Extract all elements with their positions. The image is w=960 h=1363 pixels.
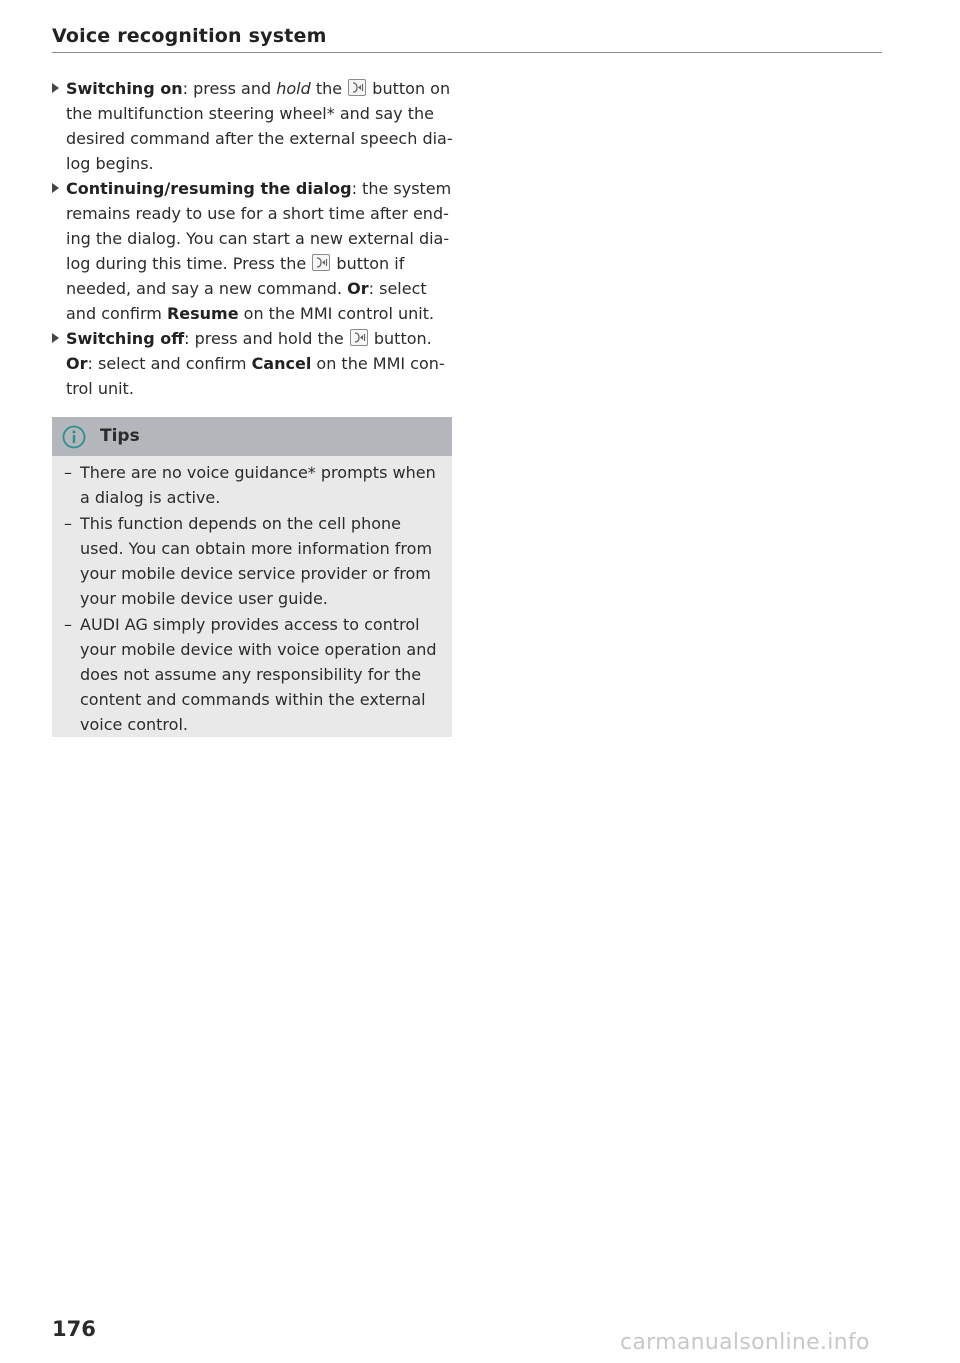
step-label: Continuing/resuming the dialog xyxy=(66,179,352,198)
voice-command-button-icon xyxy=(350,329,368,346)
bullet-triangle-icon xyxy=(52,83,59,93)
step-label: Switching on xyxy=(66,79,183,98)
page-number: 176 xyxy=(52,1317,96,1341)
tips-box xyxy=(52,417,452,737)
switching-on-step: Switching on: press and hold the button on the multifunction steering wheel* and say the desired command after the external speech dia- log begins. xyxy=(52,76,452,176)
watermark: carmanualsonline.info xyxy=(620,1330,870,1355)
info-circle-icon xyxy=(62,425,86,449)
tip-item: – There are no voice guidance* prompts when a dialog is active. xyxy=(64,463,436,507)
voice-command-button-icon xyxy=(312,254,330,271)
tips-header xyxy=(52,417,452,456)
tip-item: – AUDI AG simply provides access to control your mobile device with voice operation and does not assume any responsibility for the content and commands within the external voice control. xyxy=(64,615,437,734)
switching-off-step: Switching off: press and hold the button. Or: select and confirm Cancel on the MMI con- trol unit. xyxy=(52,326,452,401)
tip-item: – This function depends on the cell phone used. You can obtain more information from your mobile device service provider or from your mobile device user guide. xyxy=(64,514,433,608)
page-header xyxy=(52,24,882,53)
bullet-triangle-icon xyxy=(52,183,59,193)
continuing-step: Continuing/resuming the dialog: the system remains ready to use for a short time after end- ing the dialog. You can start a new external dia- log during this time. Press the button if needed, and say a new command. Or: select and confirm Resume on the MMI control unit. xyxy=(52,176,452,326)
section-title: Voice recognition system xyxy=(52,25,327,47)
voice-command-button-icon xyxy=(348,79,366,96)
bullet-triangle-icon xyxy=(52,333,59,343)
tips-title: Tips xyxy=(100,426,140,446)
step-label: Switching off xyxy=(66,329,185,348)
